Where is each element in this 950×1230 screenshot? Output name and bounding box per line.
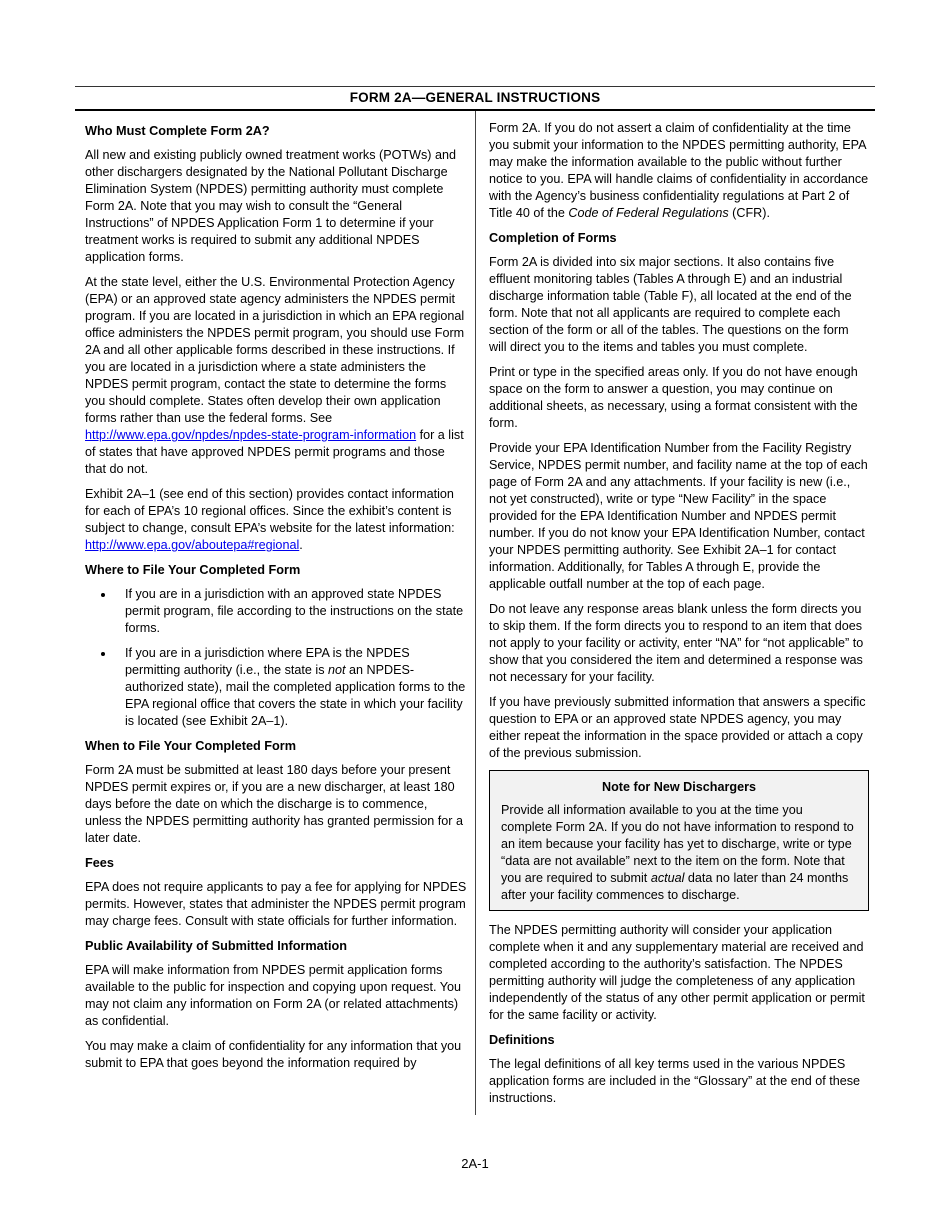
state-program-info-link[interactable]: http://www.epa.gov/npdes/npdes-state-program-information <box>85 428 417 442</box>
paragraph <box>489 120 869 222</box>
text-segment: Exhibit 2A–1 (see end of this section) provides contact information for each of EPA’s 10 regional offices. Since the exhibit’s content is subject to change, consult EPA’s website for the latest information: <box>85 487 455 535</box>
text-segment: actual <box>650 871 685 885</box>
text-segment: data no later than 24 months after your facility commences to discharge. <box>501 871 849 902</box>
text-segment: Form 2A must be submitted at least 180 days before your present NPDES permit expires or, if you are a new discharger, at least 180 days before the date on which the discharge is to commence, unless the NPDES permitting authority has granted permission for a later date. <box>85 763 463 845</box>
paragraph <box>85 1038 467 1072</box>
paragraph <box>85 962 467 1030</box>
text-segment: If you have previously submitted information that answers a specific question to EPA or an approved state NPDES agency, you may either repeat the information in the space provided or attach a copy of the previous submission. <box>489 695 866 760</box>
text-segment: Print or type in the specified areas only. If you do not have enough space on the form to answer a question, you may continue on additional sheets, as necessary, using a format consistent with the form. <box>489 365 858 430</box>
note-box-text <box>501 802 857 904</box>
left-column <box>75 111 475 1115</box>
bullet-item <box>115 645 467 730</box>
note-box <box>489 770 869 911</box>
text-segment: If you are in a jurisdiction where EPA is the NPDES permitting authority (i.e., the state is <box>125 646 410 677</box>
text-segment: If you are in a jurisdiction with an approved state NPDES permit program, file according to the instructions on the state forms. <box>125 587 464 635</box>
text-segment: Provide all information available to you at the time you complete Form 2A. If you do not have information to respond to an item because your facility has yet to discharge, write or type “data are not available” next to the item on the form. Note that you are required to submit <box>501 803 854 885</box>
text-segment: Code of Federal Regulations <box>568 206 729 220</box>
text-segment: for a list of states that have approved NPDES permit programs and those that do not. <box>85 428 464 476</box>
section-heading: Public Availability of Submitted Information <box>85 939 347 953</box>
text-segment: Form 2A is divided into six major sections. It also contains five effluent monitoring tables (Tables A through E) and an industrial discharge information table (Table F), all located at the end of the form. Note that not all applicants are required to complete each section of the form or all of the tables. The questions on the form will direct you to the items and tables you must complete. <box>489 255 852 354</box>
paragraph <box>489 254 869 356</box>
two-column-body <box>75 111 875 1115</box>
paragraph <box>85 486 467 554</box>
text-segment: All new and existing publicly owned treatment works (POTWs) and other dischargers designated by the National Pollutant Discharge Elimination System (NPDES) permitting authority must complete Form 2A. Note that you may wish to consult the “General Instructions” of NPDES Application Form 1 to determine if your treatment works is required to submit any additional NPDES application forms. <box>85 148 456 264</box>
bullet-list <box>85 586 467 730</box>
page-number: 2A-1 <box>461 1156 489 1171</box>
bullet-item <box>115 586 467 637</box>
text-segment: EPA does not require applicants to pay a fee for applying for NPDES permits. However, states that administer the NPDES permit program may charge fees. Consult with state officials for further information. <box>85 880 467 928</box>
section-heading: Who Must Complete Form 2A? <box>85 124 270 138</box>
paragraph <box>489 364 869 432</box>
paragraph <box>489 440 869 593</box>
text-segment: The legal definitions of all key terms used in the various NPDES application forms are included in the “Glossary” at the end of these instructions. <box>489 1057 861 1105</box>
paragraph <box>85 274 467 478</box>
paragraph <box>489 694 869 762</box>
text-segment: The NPDES permitting authority will consider your application complete when it and any supplementary material are received and completed according to the authority’s satisfaction. The NPDES permitting authority will judge the completeness of any application independently of the status of any other permit application or permit for the same facility or activity. <box>489 923 865 1022</box>
text-segment: (CFR). <box>728 206 770 220</box>
text-segment: an NPDES-authorized state), mail the completed application forms to the EPA regional office that covers the state in which your facility is located (see Exhibit 2A–1). <box>125 663 466 728</box>
text-segment: Form 2A. If you do not assert a claim of confidentiality at the time you submit your information to the NPDES permitting authority, EPA may make the information available to the public without further notice to you. EPA will handle claims of confidentiality in accordance with the Agency’s business confidentiality regulations at Part 2 of Title 40 of the <box>489 121 869 220</box>
section-heading: When to File Your Completed Form <box>85 739 296 753</box>
note-box-title: Note for New Dischargers <box>602 780 756 794</box>
epa-regional-offices-link[interactable]: http://www.epa.gov/aboutepa#regional <box>85 538 300 552</box>
section-heading: Where to File Your Completed Form <box>85 563 301 577</box>
page-title: FORM 2A—GENERAL INSTRUCTIONS <box>349 90 601 105</box>
section-heading: Completion of Forms <box>489 231 617 245</box>
paragraph <box>489 922 869 1024</box>
text-segment: At the state level, either the U.S. Environmental Protection Agency (EPA) or an approved state agency administers the NPDES permit program. If you are located in a jurisdiction in which an EPA regional office administers the NPDES permit program, you should use Form 2A and all other applicable forms described in these instructions. If you are located in a jurisdiction where a state administers the NPDES permit program, contact the state to determine the forms you should complete. States often develop their own application forms rather than use the federal forms. See <box>85 275 465 425</box>
text-segment: You may make a claim of confidentiality for any information that you submit to EPA that goes beyond the information required by <box>85 1039 462 1070</box>
text-segment: not <box>328 663 346 677</box>
text-segment: Provide your EPA Identification Number from the Facility Registry Service, NPDES permit number, and facility name at the top of each page of Form 2A and any attachments. If your facility is new (i.e., not yet constructed), write or type “New Facility” in the space provided for the EPA Identification Number and NPDES permit number. If you do not know your EPA Identification Number, contact your NPDES permitting authority. See Exhibit 2A–1 for contact information. Additionally, for Tables A through E, provide the applicable outfall number at the top of each page. <box>489 441 868 591</box>
paragraph <box>489 1056 869 1107</box>
section-heading: Definitions <box>489 1033 555 1047</box>
text-segment: EPA will make information from NPDES permit application forms available to the public for inspection and copying upon request. You may not claim any information on Form 2A (or related attachments) as confidential. <box>85 963 461 1028</box>
section-heading: Fees <box>85 856 114 870</box>
paragraph <box>85 762 467 847</box>
paragraph <box>85 147 467 266</box>
text-segment: . <box>299 538 303 552</box>
document-header <box>75 86 875 111</box>
text-segment: Do not leave any response areas blank unless the form directs you to skip them. If the form directs you to respond to an item that does not apply to your facility or activity, enter “NA” for “not applicable” to show that you considered the item and determined a response was not necessary for your facility. <box>489 602 864 684</box>
paragraph <box>85 879 467 930</box>
paragraph <box>489 601 869 686</box>
right-column <box>475 111 875 1115</box>
